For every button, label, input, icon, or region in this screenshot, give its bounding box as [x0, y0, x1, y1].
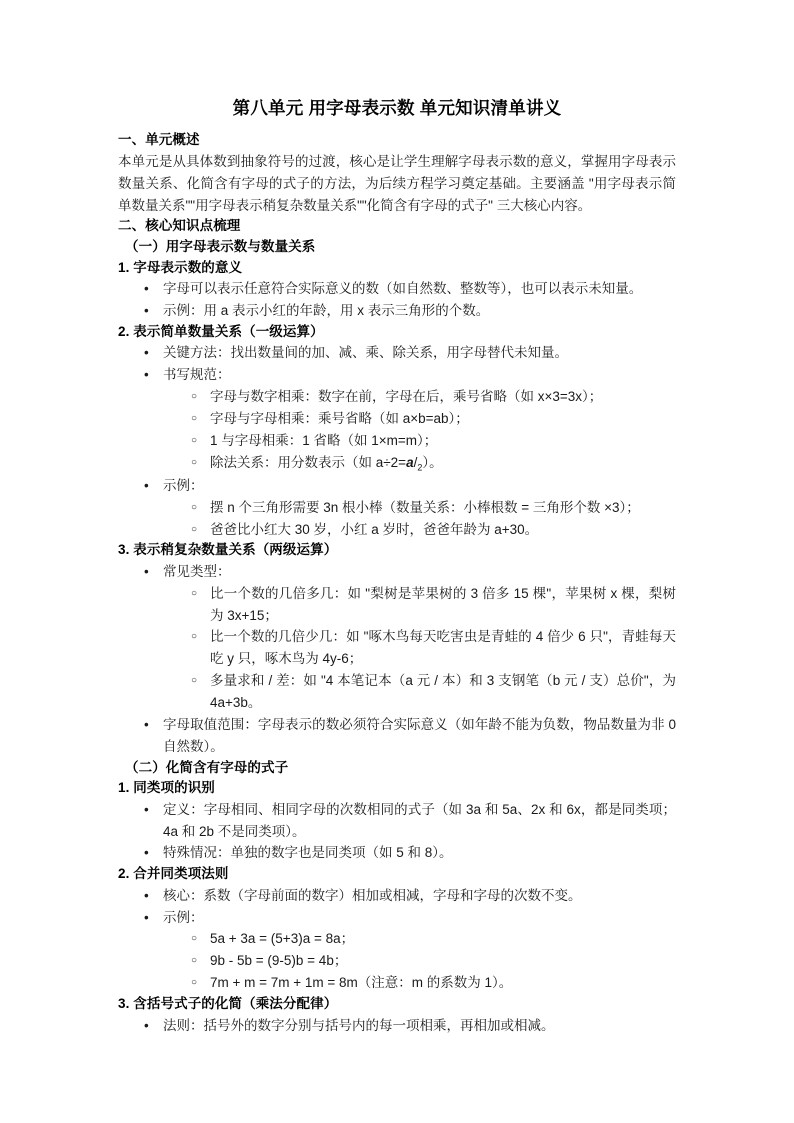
bullet-circle-icon: ○ — [191, 587, 198, 599]
bullet-dot-icon: • — [144, 345, 149, 361]
list-item-text: 字母与字母相乘：乘号省略（如 a×b=ab）； — [210, 410, 469, 426]
bullet-circle-icon: ○ — [191, 955, 198, 967]
list-item — [118, 842, 676, 864]
heading-a-item-2: 2. 表示简单数量关系（一级运算） — [118, 323, 324, 339]
bullet-dot-icon: • — [144, 716, 149, 732]
list-item — [118, 928, 676, 950]
list-item — [118, 519, 676, 541]
list-item-text: 7m + m = 7m + 1m = 8m（注意：m 的系数为 1）。 — [210, 975, 513, 991]
bullet-circle-icon: ○ — [191, 675, 198, 687]
heading-b-item-2: 2. 合并同类项法则 — [118, 866, 229, 882]
list-item-text: 示例： — [163, 477, 204, 493]
list-item — [118, 430, 676, 452]
list-item-text: 5a + 3a = (5+3)a = 8a； — [210, 931, 355, 947]
heading-a-item-3: 3. 表示稍复杂数量关系（两级运算） — [118, 542, 338, 558]
bullet-circle-icon: ○ — [191, 390, 198, 402]
heading-b-item-3: 3. 含括号式子的化简（乘法分配律） — [118, 996, 338, 1012]
heading-subsection-a: （一）用字母表示数与数量关系 — [125, 238, 316, 254]
list-a2-examples — [118, 497, 676, 541]
list-item-text: 定义：字母相同、相同字母的次数相同的式子（如 3a 和 5a、2x 和 6x，都是同类项；4a 和 2b 不是同类项）。 — [163, 801, 676, 839]
list-item-text: 字母取值范围：字母表示的数必须符合实际意义（如年龄不能为负数，物品数量为非 0 自然数）。 — [163, 716, 676, 754]
heading-b-item-1: 1. 同类项的识别 — [118, 780, 215, 796]
list-item-text: 1 与字母相乘：1 省略（如 1×m=m）； — [210, 432, 438, 448]
list-item — [118, 561, 676, 583]
list-item — [118, 583, 676, 627]
list-item-text: 关键方法：找出数量间的加、减、乘、除关系，用字母替代未知量。 — [163, 345, 568, 361]
division-rule-suffix: ）。 — [422, 454, 443, 470]
list-item — [118, 408, 676, 430]
list-item-text: 字母可以表示任意符合实际意义的数（如自然数、整数等），也可以表示未知量。 — [163, 281, 643, 297]
bullet-circle-icon: ○ — [191, 523, 198, 535]
bullet-circle-icon: ○ — [191, 933, 198, 945]
bullet-circle-icon: ○ — [191, 977, 198, 989]
list-a3-types-head — [118, 561, 676, 583]
list-item-text: 9b - 5b = (9-5)b = 4b； — [210, 953, 348, 969]
list-item-text: 常见类型： — [163, 563, 231, 579]
list-item-text: 字母与数字相乘：数字在前，字母在后，乘号省略（如 x×3=3x）； — [210, 388, 603, 404]
list-item-text: 爸爸比小红大 30 岁，小红 a 岁时，爸爸年龄为 a+30。 — [210, 521, 539, 537]
list-item — [118, 300, 676, 322]
list-item — [118, 799, 676, 843]
bullet-dot-icon: • — [144, 302, 149, 318]
bullet-dot-icon: • — [144, 281, 149, 297]
list-item — [118, 278, 676, 300]
heading-section-one: 一、单元概述 — [118, 132, 200, 148]
list-item-text: 法则：括号外的数字分别与括号内的每一项相乘，再相加或相减。 — [163, 1017, 555, 1033]
list-a2 — [118, 342, 676, 386]
list-a2-writing-rules — [118, 386, 676, 475]
list-item — [118, 342, 676, 364]
bullet-dot-icon: • — [144, 801, 149, 817]
list-item — [118, 364, 676, 386]
list-item-text: 摆 n 个三角形需要 3n 根小棒（数量关系：小棒根数 = 三角形个数 ×3）； — [210, 499, 640, 515]
list-item — [118, 950, 676, 972]
bullet-dot-icon: • — [144, 477, 149, 493]
bullet-dot-icon: • — [144, 887, 149, 903]
bullet-circle-icon: ○ — [191, 412, 198, 424]
list-b2 — [118, 885, 676, 929]
bullet-dot-icon: • — [144, 845, 149, 861]
list-item-text: 多量求和 / 差：如 "4 本笔记本（a 元 / 本）和 3 支钢笔（b 元 / 支）总价"，为 4a+3b。 — [210, 673, 676, 711]
page-title: 第八单元 用字母表示数 单元知识清单讲义 — [232, 98, 562, 118]
list-item-text: 比一个数的几倍多几：如 "梨树是苹果树的 3 倍多 15 棵"，苹果树 x 棵，梨树为 3x+15； — [210, 585, 676, 623]
list-b3 — [118, 1015, 676, 1037]
bullet-circle-icon: ○ — [191, 501, 198, 513]
list-item-text: 书写规范： — [163, 367, 231, 383]
overview-paragraph: 本单元是从具体数到抽象符号的过渡，核心是让学生理解字母表示数的意义，掌握用字母表示数量关系、化简含有字母的式子的方法，为后续方程学习奠定基础。主要涵盖 "用字母表示简单数量关系""用字母表示稍复杂数量关系""化简含有字母的式子" 三大核心内容。 — [118, 153, 676, 213]
heading-subsection-b: （二）化简含有字母的式子 — [125, 759, 289, 775]
list-item-text: 比一个数的几倍少几：如 "啄木鸟每天吃害虫是青蛙的 4 倍少 6 只"，青蛙每天吃 y 只，啄木鸟为 4y-6； — [210, 629, 676, 667]
list-item — [118, 475, 676, 497]
list-item — [118, 1015, 676, 1037]
list-b2-examples — [118, 928, 676, 994]
bullet-dot-icon: • — [144, 563, 149, 579]
division-rule-denominator: 2 — [417, 462, 423, 473]
bullet-dot-icon: • — [144, 367, 149, 383]
list-item — [118, 972, 676, 994]
bullet-dot-icon: • — [144, 909, 149, 925]
list-item — [118, 497, 676, 519]
list-item — [118, 714, 676, 758]
list-a3-types — [118, 583, 676, 714]
list-item-text: 特殊情况：单独的数字也是同类项（如 5 和 8）。 — [163, 845, 453, 861]
list-item-text: 示例： — [163, 909, 204, 925]
bullet-dot-icon: • — [144, 1017, 149, 1033]
list-item — [118, 907, 676, 929]
list-item-text: 核心：系数（字母前面的数字）相加或相减，字母和字母的次数不变。 — [163, 887, 582, 903]
heading-a-item-1: 1. 字母表示数的意义 — [118, 259, 243, 275]
list-b1 — [118, 799, 676, 865]
division-rule-prefix: 除法关系：用分数表示（如 a÷2= — [210, 454, 407, 470]
division-rule-slash: / — [413, 454, 418, 470]
list-a3-range — [118, 714, 676, 758]
bullet-circle-icon: ○ — [191, 456, 198, 468]
list-a2-examples-head — [118, 475, 676, 497]
list-a1 — [118, 278, 676, 322]
list-item — [118, 885, 676, 907]
heading-section-two: 二、核心知识点梳理 — [118, 218, 241, 234]
list-item — [118, 386, 676, 408]
division-rule-numerator: a — [406, 454, 414, 470]
bullet-circle-icon: ○ — [191, 631, 198, 643]
list-item-division-rule — [118, 452, 676, 475]
list-item — [118, 670, 676, 714]
list-item — [118, 626, 676, 670]
bullet-circle-icon: ○ — [191, 434, 198, 446]
list-item-text: 示例：用 a 表示小红的年龄，用 x 表示三角形的个数。 — [163, 302, 490, 318]
